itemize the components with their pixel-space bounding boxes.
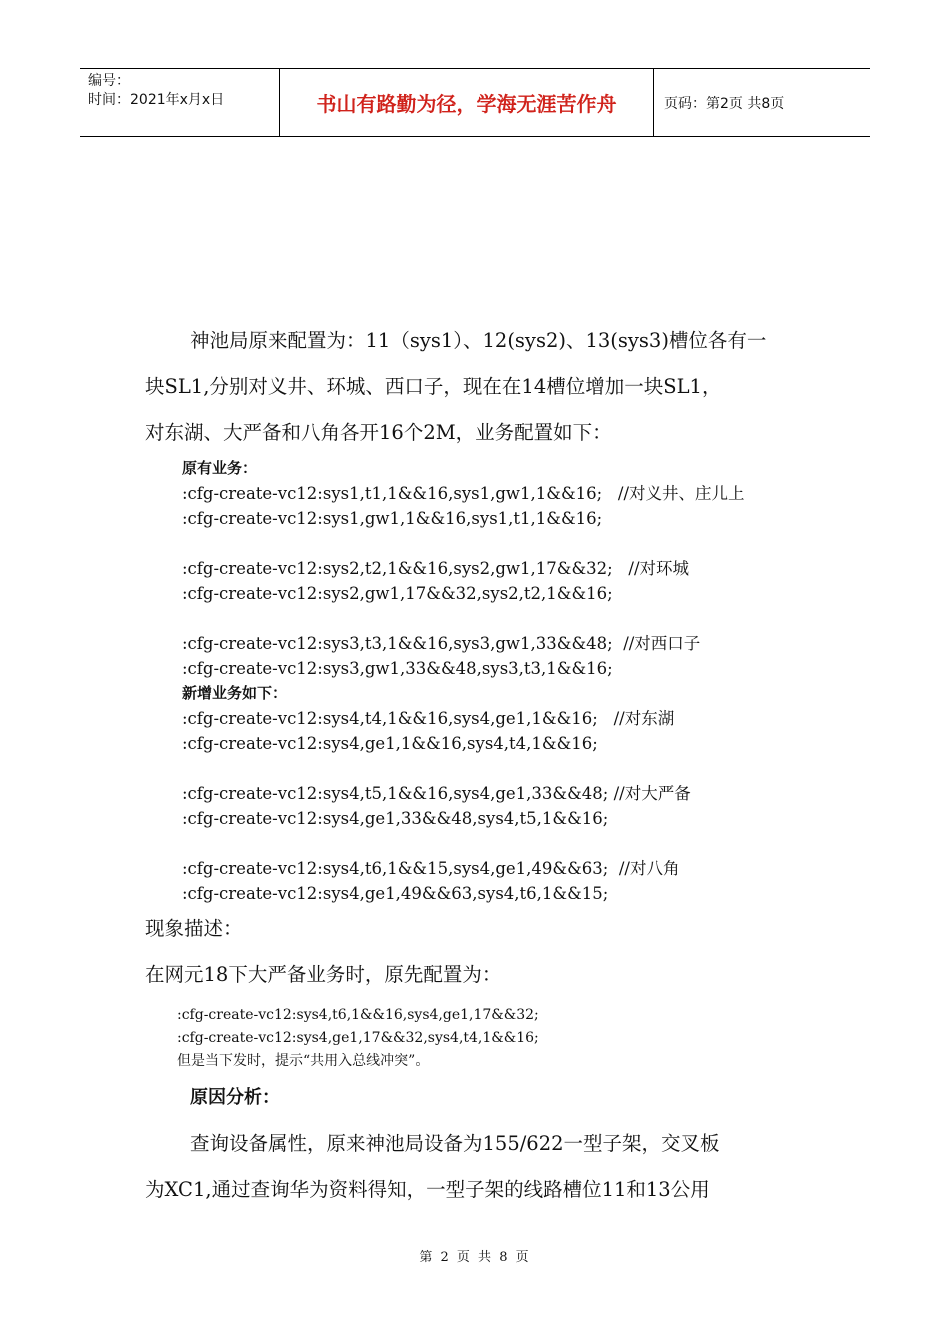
config-line: :cfg-create-vc12:sys3,gw1,33&&48,sys3,t3,1&&16; <box>182 659 613 678</box>
phenomenon-config-block <box>177 1004 810 1073</box>
spacer <box>182 531 810 556</box>
phenomenon-heading: 现象描述： <box>145 917 243 940</box>
config-line: :cfg-create-vc12:sys4,t5,1&&16,sys4,ge1,33&&48; //对大严备 <box>182 784 691 803</box>
conflict-note: 但是当下发时，提示“共用入总线冲突”。 <box>177 1053 430 1069</box>
new-heading: 新增业务如下： <box>182 684 288 702</box>
page-header <box>80 68 870 137</box>
config-line: :cfg-create-vc12:sys4,ge1,17&&32,sys4,t4,1&&16; <box>177 1030 539 1046</box>
intro-line-1: 神池局原来配置为：11（sys1）、12(sys2)、13(sys3)槽位各有一 <box>190 329 767 352</box>
analysis-heading: 原因分析： <box>190 1087 280 1108</box>
config-line: :cfg-create-vc12:sys1,gw1,1&&16,sys1,t1,1&&16; <box>182 509 603 528</box>
config-line: :cfg-create-vc12:sys4,ge1,33&&48,sys4,t5,1&&16; <box>182 809 609 828</box>
intro-line-2: 块SL1,分别对义井、环城、西口子，现在在14槽位增加一块SL1， <box>145 375 722 398</box>
config-line: :cfg-create-vc12:sys4,ge1,49&&63,sys4,t6,1&&15; <box>182 884 609 903</box>
config-line: :cfg-create-vc12:sys4,t6,1&&15,sys4,ge1,49&&63; //对八角 <box>182 859 680 878</box>
spacer <box>182 606 810 631</box>
config-line: :cfg-create-vc12:sys3,t3,1&&16,sys3,gw1,33&&48; //对西口子 <box>182 634 701 653</box>
spacer <box>182 756 810 781</box>
analysis-line-2: 为XC1,通过查询华为资料得知，一型子架的线路槽位11和13公用 <box>145 1178 710 1201</box>
config-line: :cfg-create-vc12:sys1,t1,1&&16,sys1,gw1,1&&16; //对义井、庄儿上 <box>182 484 745 503</box>
config-line: :cfg-create-vc12:sys4,t6,1&&16,sys4,ge1,17&&32; <box>177 1007 539 1023</box>
config-line: :cfg-create-vc12:sys4,ge1,1&&16,sys4,t4,1&&16; <box>182 734 598 753</box>
phenomenon-text: 在网元18下大严备业务时，原先配置为： <box>145 963 502 986</box>
existing-heading: 原有业务： <box>182 459 258 477</box>
header-slogan: 书山有路勤为径，学海无涯苦作舟 <box>280 69 654 136</box>
intro-line-3: 对东湖、大严备和八角各开16个2M，业务配置如下： <box>145 421 612 444</box>
config-line: :cfg-create-vc12:sys2,t2,1&&16,sys2,gw1,17&&32; //对环城 <box>182 559 690 578</box>
header-meta <box>80 69 280 136</box>
config-line: :cfg-create-vc12:sys4,t4,1&&16,sys4,ge1,1&&16; //对东湖 <box>182 709 675 728</box>
time-label: 时间：2021年x月x日 <box>88 92 225 108</box>
number-label: 编号： <box>88 73 130 89</box>
config-line: :cfg-create-vc12:sys2,gw1,17&&32,sys2,t2,1&&16; <box>182 584 613 603</box>
document-body <box>145 318 810 1213</box>
header-page-info: 页码：第2页 共8页 <box>664 95 785 112</box>
existing-config-block <box>182 456 810 906</box>
page-footer: 第 2 页 共 8 页 <box>419 1250 531 1265</box>
spacer <box>182 831 810 856</box>
analysis-line-1: 查询设备属性，原来神池局设备为155/622一型子架，交叉板 <box>190 1132 720 1155</box>
